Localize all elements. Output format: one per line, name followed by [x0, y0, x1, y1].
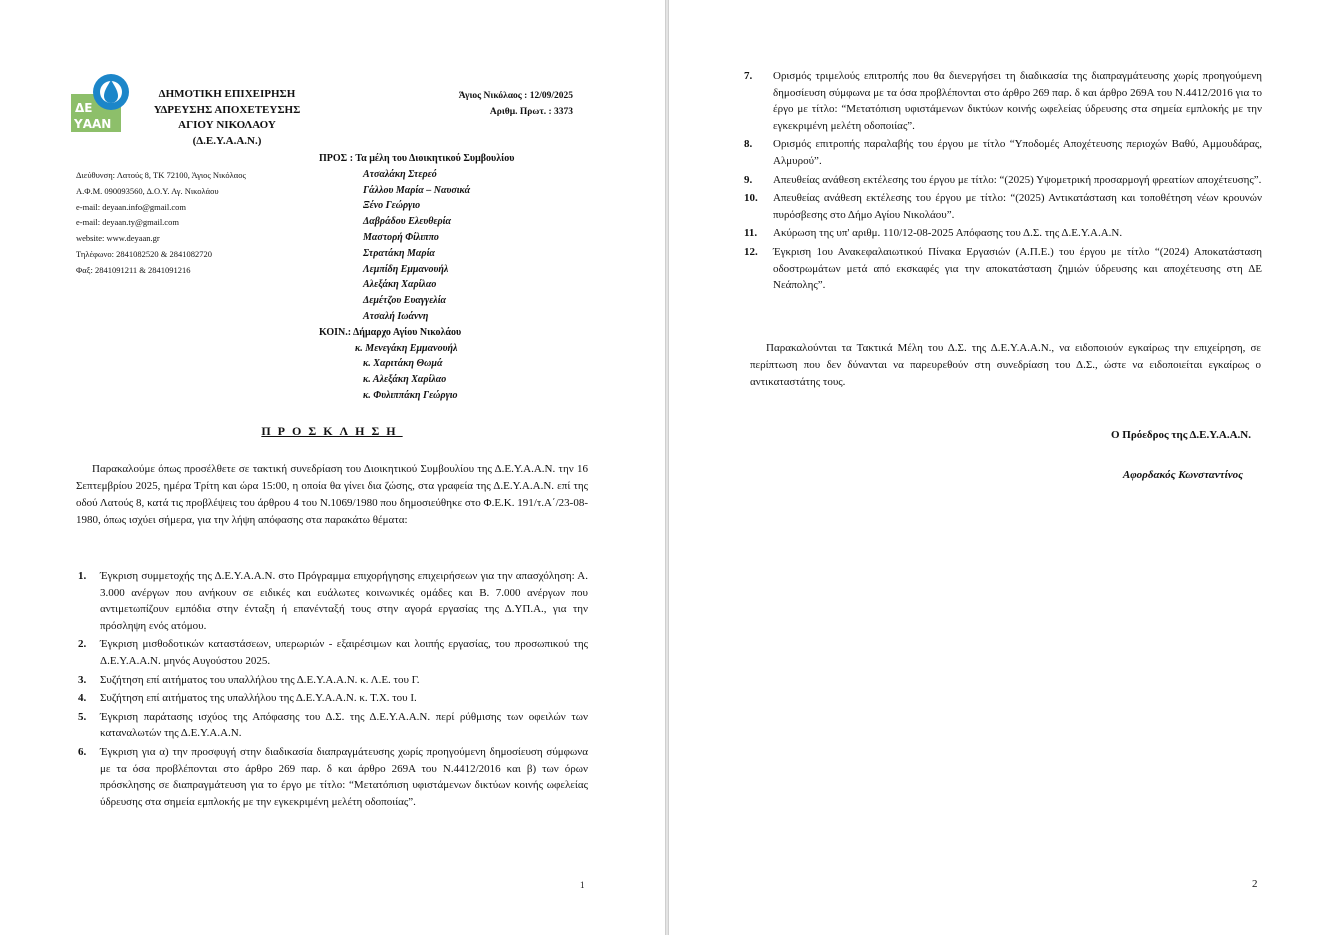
- org-line: (Δ.Ε.Υ.Α.Α.Ν.): [192, 134, 262, 147]
- agenda-item-number: 6.: [78, 745, 87, 758]
- recipients-to-label: ΠΡΟΣ : Τα μέλη του Διοικητικού Συμβουλίου: [319, 153, 515, 164]
- recipients-block: [319, 151, 579, 404]
- contact-line: e-mail: deyaan.info@gmail.com: [76, 201, 187, 212]
- page-divider: [665, 0, 669, 935]
- svg-text:ΔΕ: ΔΕ: [75, 101, 93, 115]
- signature-role: Ο Πρόεδρος της Δ.Ε.Υ.Α.Α.Ν.: [1110, 429, 1251, 441]
- cc-recipient: κ. Χαριτάκη Θωμά: [363, 358, 443, 370]
- org-line: ΥΔΡΕΥΣΗΣ ΑΠΟΧΕΤΕΥΣΗΣ: [153, 103, 301, 116]
- recipient-member: Λεμπίδη Εμμανουήλ: [363, 263, 449, 275]
- agenda-item: [78, 568, 588, 634]
- contact-line: Τηλέφωνο: 2841082520 & 2841082720: [76, 248, 212, 259]
- agenda-item: [78, 744, 588, 810]
- contact-line: e-mail: deyaan.ty@gmail.com: [76, 217, 179, 228]
- contact-info: [76, 168, 316, 279]
- closing-paragraph: Παρακαλούνται τα Τακτικά Μέλη του Δ.Σ. της Δ.Ε.Υ.Α.Α.Ν., να ειδοποιούν εγκαίρως την επιχείρηση, σε περίπτωση που δεν δύνανται να παρευρεθούν στη συνεδρίαση του Δ.Σ., ώστε να ειδοποιείται εγκαίρως ο αντικαταστάτης τους.: [750, 342, 1261, 388]
- cc-label: ΚΟΙΝ.: Δήμαρχο Αγίου Νικολάου: [319, 326, 462, 338]
- recipient-member: Δαβράδου Ελευθερία: [363, 216, 451, 228]
- cc-recipient: κ. Αλεξάκη Χαρίλαο: [363, 374, 447, 386]
- agenda-item-text: Έγκριση παράτασης ισχύος της Απόφασης του Δ.Σ. της Δ.Ε.Υ.Α.Α.Ν. περί ρύθμισης των οφειλών των καταναλωτών της Δ.Ε.Υ.Α.Α.Ν.: [100, 710, 588, 740]
- signature-name: Αφορδακός Κωνσταντίνος: [1122, 469, 1243, 481]
- agenda-item-number: 9.: [744, 173, 753, 186]
- agenda-item-text: Ορισμός επιτροπής παραλαβής του έργου με τίτλο “Υποδομές Αποχέτευσης περιοχών Βαθύ, Αμμουδάρας, Αλμυρού”.: [773, 138, 1262, 167]
- contact-line: Α.Φ.Μ. 090093560, Δ.Ο.Υ. Αγ. Νικολάου: [76, 185, 219, 196]
- contact-line: Διεύθυνση: Λατούς 8, ΤΚ 72100, Άγιος Νικόλαος: [76, 170, 246, 180]
- agenda-item-text: Συζήτηση επί αιτήματος του υπαλλήλου της Δ.Ε.Υ.Α.Α.Ν. κ. Λ.Ε. του Γ.: [100, 673, 420, 686]
- date-line: Άγιος Νικόλαος : 12/09/2025: [458, 91, 573, 101]
- contact-line: website: www.deyaan.gr: [76, 233, 160, 244]
- date-protocol-block: [430, 88, 573, 120]
- agenda-item-text: Ακύρωση της υπ' αριθμ. 110/12-08-2025 Απόφασης του Δ.Σ. της Δ.Ε.Υ.Α.Α.Ν.: [773, 227, 1123, 240]
- agenda-item-number: 1.: [78, 570, 87, 582]
- agenda-item: [744, 244, 1262, 294]
- agenda-item-number: 2.: [78, 638, 87, 651]
- agenda-item-text: Απευθείας ανάθεση εκτέλεσης του έργου με τίτλο: “(2025) Αντικατάσταση και τοποθέτηση νέων κρουνών πυρόσβεσης στο Δήμο Αγίου Νικολάου”.: [773, 192, 1262, 221]
- recipient-member: Μαστορή Φίλιππο: [363, 231, 439, 243]
- agenda-item-text: Έγκριση μισθοδοτικών καταστάσεων, υπερωριών - εξαιρέσιμων και λοιπής εργασίας, του προσωπικού της Δ.Ε.Υ.Α.Α.Ν. μηνός Αυγούστου 2025.: [100, 638, 588, 667]
- intro-paragraph: Παρακαλούμε όπως προσέλθετε σε τακτική συνεδρίαση του Διοικητικού Συμβουλίου της Δ.Ε.Υ.Α.Α.Ν. την 16 Σεπτεμβρίου 2025, ημέρα Τρίτη και ώρα 15:00, η οποία θα γίνει δια ζώσης, στα γραφεία της Δ.Ε.Υ.Α.Α.Ν. επί της οδού Λατούς 8, κατά τις προβλέψεις του άρθρου 4 του Ν.1069/1980 που δημοσιεύθηκε στο Φ.Ε.Κ. 191/τ.Α΄/23-08-1980, όπως ισχύει σήμερα, για την λήψη απόφασης στα παρακάτω θέματα:: [76, 463, 588, 526]
- agenda-item-text: Έγκριση συμμετοχής της Δ.Ε.Υ.Α.Α.Ν. στο Πρόγραμμα επιχορήγησης επιχειρήσεων για την απασχόληση: Α. 3.000 ανέργων που ανήκουν σε ειδικές και ευάλωτες κοινωνικές ομάδες και Β. 7.000 ανέργων που αντιμετωπίζουν εμπόδια στην ένταξη ή επανένταξή τους στην αγορά εργασίας της Δ.ΥΠ.Α., για την πρόσληψη ενός ατόμου.: [100, 570, 588, 632]
- agenda-list: [78, 568, 588, 812]
- recipient-member: Ατσαλάκη Στερεό: [363, 168, 437, 180]
- agenda-item: [744, 225, 1262, 242]
- page-number: 1: [580, 880, 585, 890]
- agenda-list-continued: [744, 68, 1262, 296]
- agenda-item: [78, 690, 588, 707]
- agenda-item-text: Έγκριση για α) την προσφυγή στην διαδικασία διαπραγμάτευσης χωρίς προηγούμενη δημοσίευση σύμφωνα με τα όσα προβλέπονται στο άρθρο 269 παρ. δ και άρθρο 269Α του Ν.4412/2016 και β) των όρων πρόσκλησης σε διαπραγμάτευση για το έργο με τίτλο: “Μετατόπιση υφιστάμενων δικτύων κοινής ωφελείας ύδρευσης στα σημεία εμπλοκής με την εγκεκριμένη μελέτη οδοποιίας”.: [100, 745, 588, 808]
- agenda-item: [78, 636, 588, 669]
- page-number: 2: [1252, 878, 1258, 890]
- agenda-item-number: 8.: [744, 138, 753, 151]
- org-line: ΔΗΜΟΤΙΚΗ ΕΠΙΧΕΙΡΗΣΗ: [158, 88, 296, 100]
- agenda-item-number: 3.: [78, 673, 87, 686]
- document-page-1: [0, 0, 664, 935]
- agenda-item-number: 11.: [744, 227, 758, 240]
- agenda-item-number: 5.: [78, 710, 87, 723]
- recipient-member: Δεμέτζου Ευαγγελία: [363, 295, 447, 307]
- agenda-item: [744, 136, 1262, 169]
- agenda-item-text: Ορισμός τριμελούς επιτροπής που θα διενεργήσει τη διαδικασία της διαπραγμάτευσης χωρίς προηγούμενη δημοσίευση σύμφωνα με τα όσα προβλέπονται στο άρθρο 269 παρ. δ και άρθρο 269Α του Ν.4412/2016 για το έργο με τίτλο: “Μετατόπιση υφιστάμενων δικτύων κοινής ωφελείας ύδρευσης στα σημεία εμπλοκής με την εγκεκριμένη μελέτη οδοποιίας”.: [773, 70, 1262, 132]
- organization-name: [142, 87, 312, 149]
- agenda-item-text: Έγκριση 1ου Ανακεφαλαιωτικού Πίνακα Εργασιών (Α.Π.Ε.) του έργου με τίτλο “(2024) Αποκατάσταση οδοστρωμάτων μετά από εκσκαφές για την αποκατάσταση ζημιών ύδρευσης και αποχέτευσης στη ΔΕ Νεάπολης”.: [773, 245, 1262, 292]
- agenda-item-number: 10.: [744, 192, 758, 205]
- agenda-item-number: 7.: [744, 70, 753, 82]
- agenda-item-number: 12.: [744, 245, 758, 258]
- agenda-item: [744, 172, 1262, 189]
- svg-text:ΥΑΑΝ: ΥΑΑΝ: [74, 117, 112, 131]
- agenda-item-number: 4.: [78, 692, 87, 705]
- agenda-item: [78, 709, 588, 742]
- recipient-member: Γάλλου Μαρία – Ναυσικά: [363, 184, 471, 196]
- cc-recipient: κ. Μενεγάκη Εμμανουήλ: [355, 342, 458, 354]
- agenda-item-text: Συζήτηση επί αιτήματος της υπαλλήλου της Δ.Ε.Υ.Α.Α.Ν. κ. Τ.Χ. του Ι.: [100, 692, 417, 705]
- document-title: ΠΡΟΣΚΛΗΣΗ: [261, 424, 403, 438]
- recipient-member: Στρατάκη Μαρία: [363, 247, 435, 259]
- cc-recipient: κ. Φυλιππάκη Γεώργιο: [363, 389, 458, 401]
- recipient-member: Αλεξάκη Χαρίλαο: [363, 279, 437, 291]
- recipient-member: Ατσαλή Ιωάννη: [363, 310, 429, 322]
- contact-line: Φαξ: 2841091211 & 2841091216: [76, 264, 191, 275]
- agenda-item: [78, 672, 588, 689]
- protocol-line: Αριθμ. Πρωτ. : 3373: [489, 107, 573, 117]
- recipient-member: Ξένο Γεώργιο: [363, 200, 421, 212]
- deyaan-logo: [71, 72, 129, 132]
- agenda-item: [744, 190, 1262, 223]
- agenda-item-text: Απευθείας ανάθεση εκτέλεσης του έργου με τίτλο: “(2025) Υψομετρική προσαρμογή φρεατίων αποχέτευσης”.: [773, 173, 1262, 186]
- agenda-item: [744, 68, 1262, 134]
- org-line: ΑΓΙΟΥ ΝΙΚΟΛΑΟΥ: [178, 119, 276, 131]
